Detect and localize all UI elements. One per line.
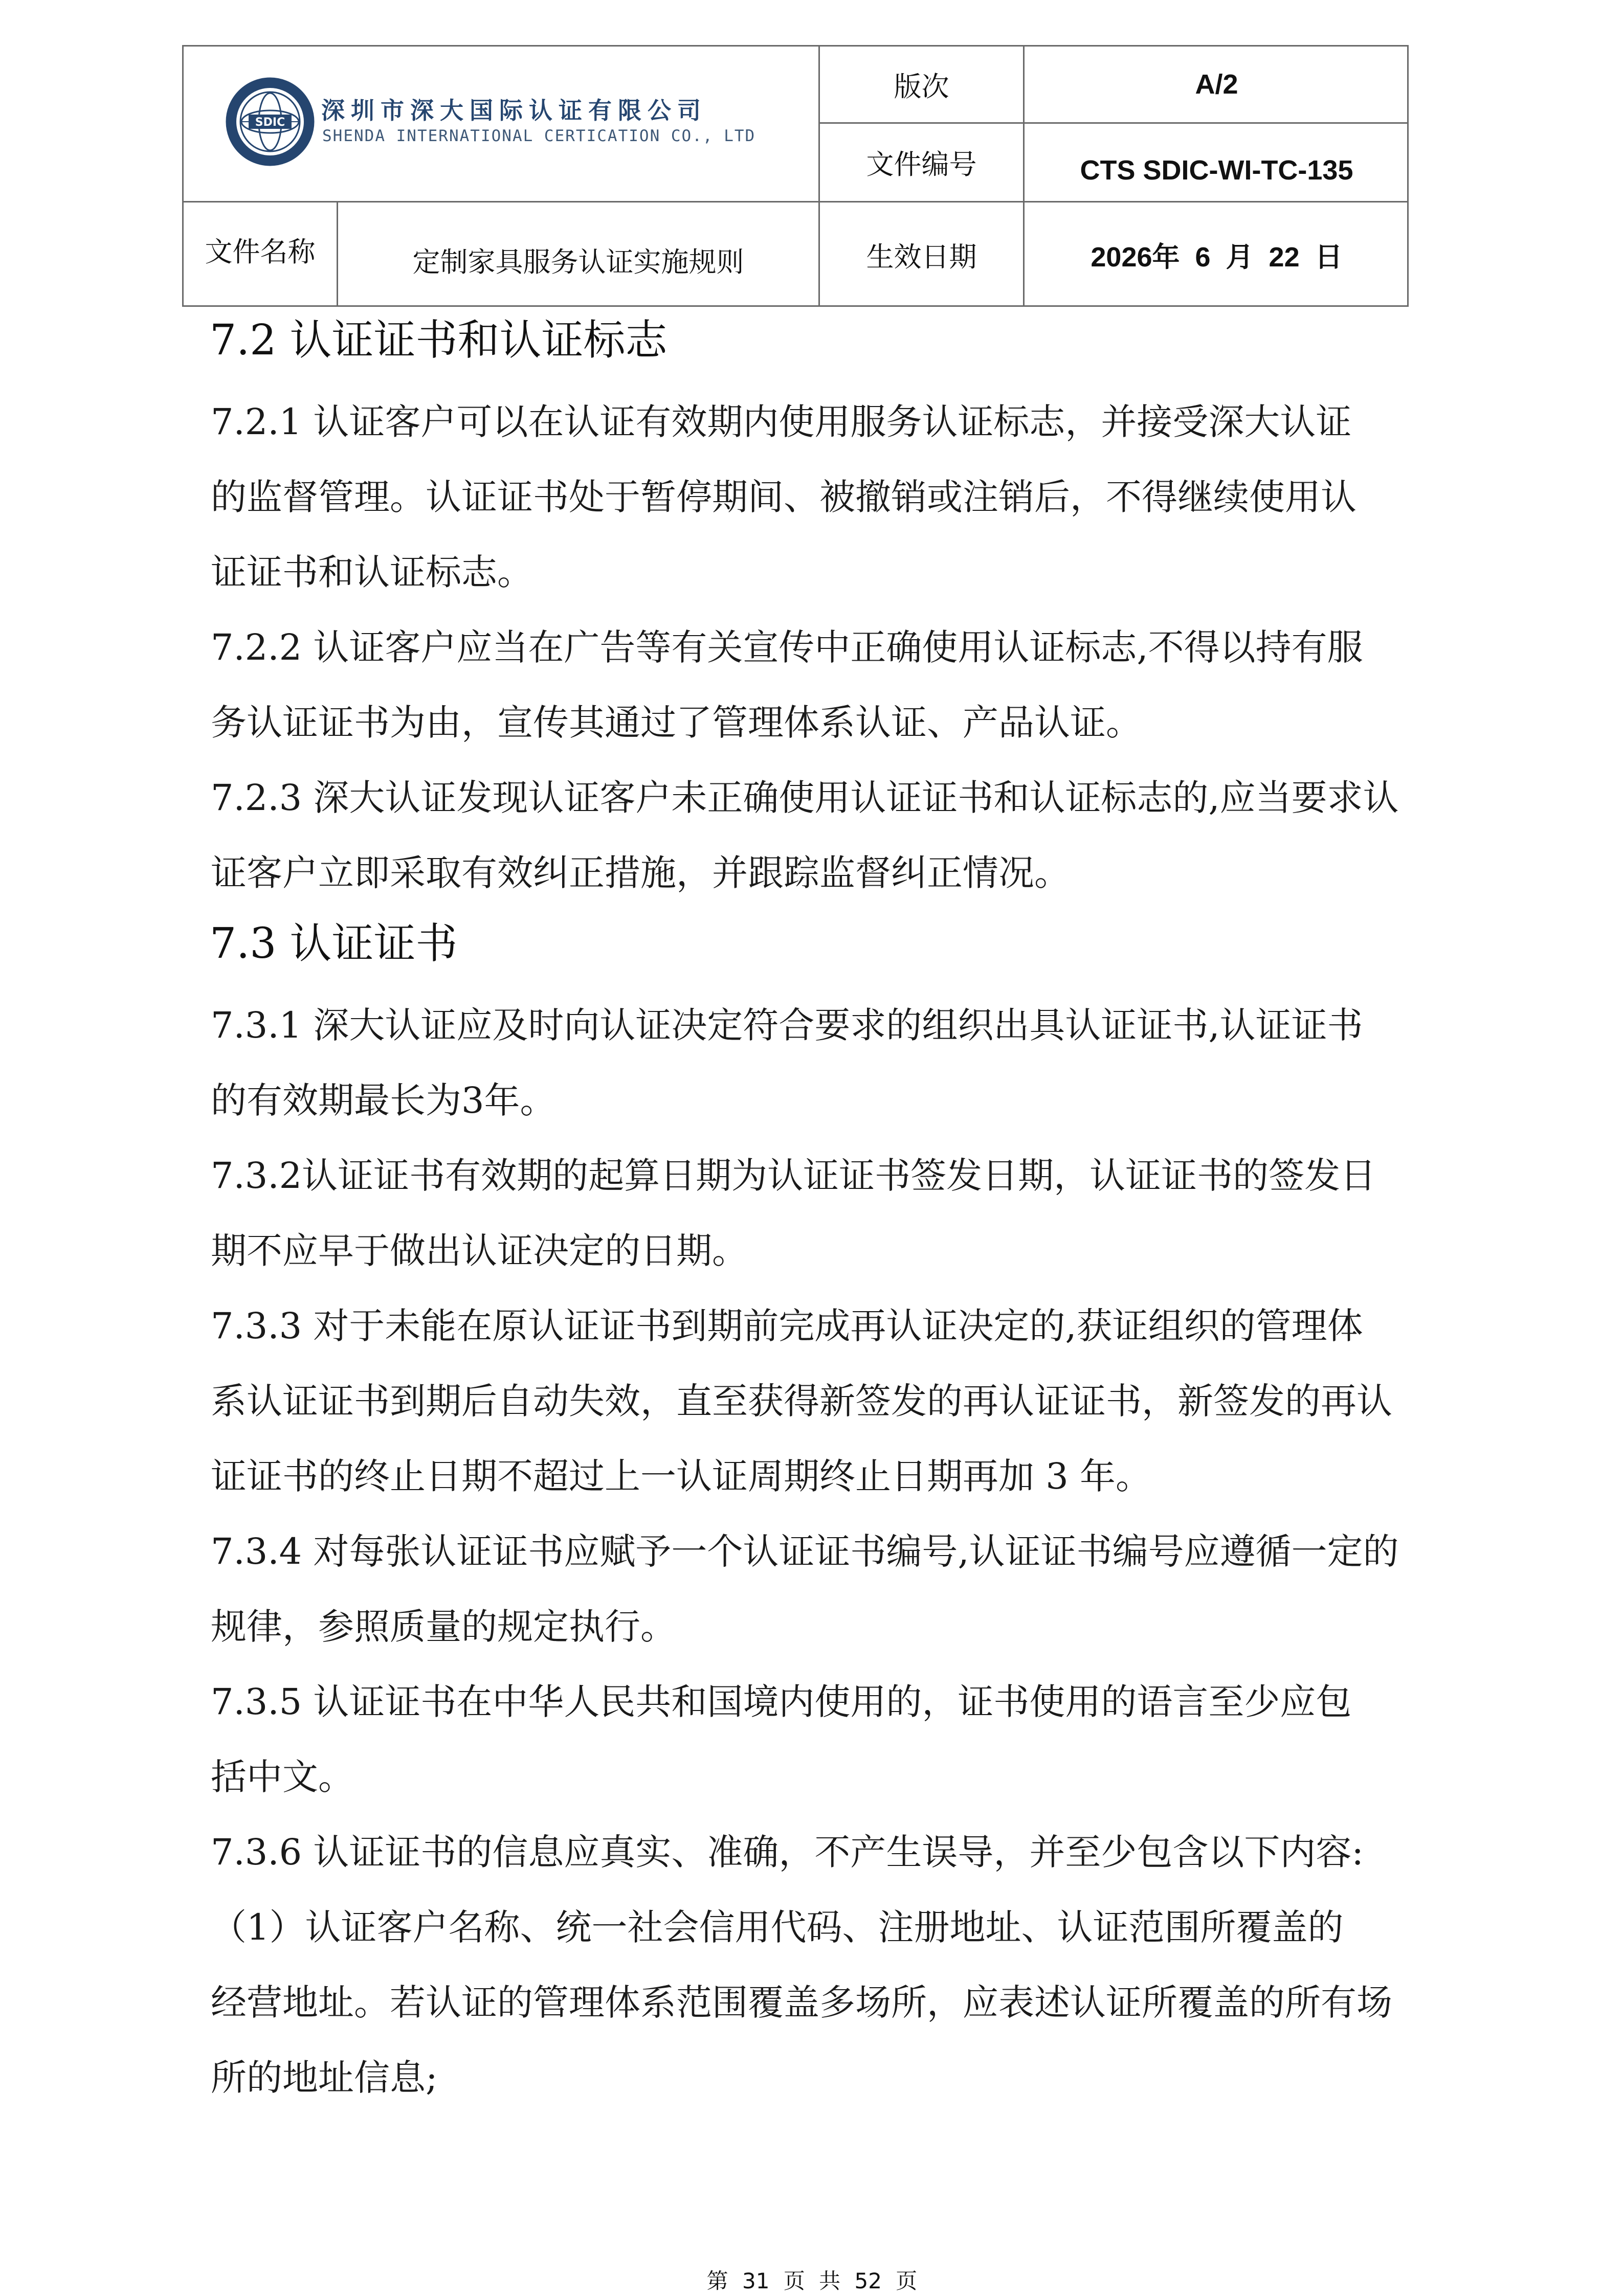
text-line: 证证书和认证标志。 <box>211 551 533 593</box>
text-line: 的有效期最长为3年。 <box>211 1079 556 1121</box>
document-header-table <box>182 45 1409 307</box>
text-line: 7.3.5 认证证书在中华人民共和国境内使用的，证书使用的语言至少应包 <box>211 1681 1352 1723</box>
paragraph-7-2-3 <box>211 760 1489 911</box>
text-line: 期不应早于做出认证决定的日期。 <box>211 1230 748 1272</box>
text-line: 7.3.2认证证书有效期的起算日期为认证证书签发日期，认证证书的签发日 <box>211 1155 1376 1197</box>
text-line: 务认证证书为由，宣传其通过了管理体系认证、产品认证。 <box>211 702 1142 744</box>
text-line: 系认证证书到期后自动失效，直至获得新签发的再认证证书，新签发的再认 <box>211 1380 1392 1422</box>
text-line: 的监督管理。认证证书处于暂停期间、被撤销或注销后，不得继续使用认 <box>211 476 1356 518</box>
sdic-logo-icon <box>225 77 315 167</box>
text-line: 7.3.4 对每张认证证书应赋予一个认证证书编号,认证证书编号应遵循一定的 <box>211 1530 1399 1572</box>
text-line: 7.3.3 对于未能在原认证证书到期前完成再认证决定的,获证组织的管理体 <box>211 1305 1363 1347</box>
paragraph-item-1 <box>211 1890 1489 2115</box>
paragraph-7-3-6 <box>211 1815 1489 1890</box>
text-line: 证客户立即采取有效纠正措施，并跟踪监督纠正情况。 <box>211 852 1070 894</box>
text-line: 7.2.3 深大认证发现认证客户未正确使用认证证书和认证标志的,应当要求认 <box>211 777 1399 819</box>
doc-name-label: 文件名称 <box>205 235 316 268</box>
paragraph-7-3-2 <box>211 1138 1489 1289</box>
text-line: 所的地址信息; <box>211 2057 438 2099</box>
doc-number-label: 文件编号 <box>866 148 977 181</box>
company-name-cn: 深圳市深大国际认证有限公司 <box>321 97 707 124</box>
logo-text: SDIC <box>255 116 285 129</box>
text-line: 7.2.2 认证客户应当在广告等有关宣传中正确使用认证标志,不得以持有服 <box>211 626 1363 668</box>
effective-date-label: 生效日期 <box>866 240 977 273</box>
text-line: 经营地址。若认证的管理体系范围覆盖多场所，应表述认证所覆盖的所有场 <box>211 1982 1392 2023</box>
text-line: 规律，参照质量的规定执行。 <box>211 1606 676 1648</box>
text-line: （1）认证客户名称、统一社会信用代码、注册地址、认证范围所覆盖的 <box>211 1906 1344 1948</box>
paragraph-7-3-1 <box>211 988 1489 1138</box>
page-number: 第 31 页 共 52 页 <box>706 2268 918 2293</box>
section-heading: 7.3 认证证书 <box>210 919 458 968</box>
paragraph-7-3-3 <box>211 1289 1489 1514</box>
doc-name-value: 定制家具服务认证实施规则 <box>412 245 744 278</box>
version-label: 版次 <box>894 70 949 103</box>
doc-number-value: CTS SDIC-WI-TC-135 <box>1080 154 1353 186</box>
effective-date-value: 2026年 6 月 22 日 <box>1091 241 1343 273</box>
text-line: 7.3.1 深大认证应及时向认证决定符合要求的组织出具认证证书,认证证书 <box>211 1004 1363 1046</box>
text-line: 7.3.6 认证证书的信息应真实、准确，不产生误导，并至少包含以下内容: <box>211 1831 1364 1873</box>
paragraph-7-2-2 <box>211 610 1489 760</box>
company-name-en: SHENDA INTERNATIONAL CERTICATION CO., LTD <box>322 127 756 145</box>
text-line: 证证书的终止日期不超过上一认证周期终止日期再加 3 年。 <box>211 1455 1152 1497</box>
text-line: 括中文。 <box>211 1756 354 1798</box>
paragraph-7-2-1 <box>211 385 1489 610</box>
text-line: 7.2.1 认证客户可以在认证有效期内使用服务认证标志，并接受深大认证 <box>211 401 1352 443</box>
version-value: A/2 <box>1195 69 1238 100</box>
section-heading: 7.2 认证证书和认证标志 <box>210 316 668 365</box>
paragraph-7-3-5 <box>211 1664 1489 1815</box>
paragraph-7-3-4 <box>211 1514 1489 1664</box>
